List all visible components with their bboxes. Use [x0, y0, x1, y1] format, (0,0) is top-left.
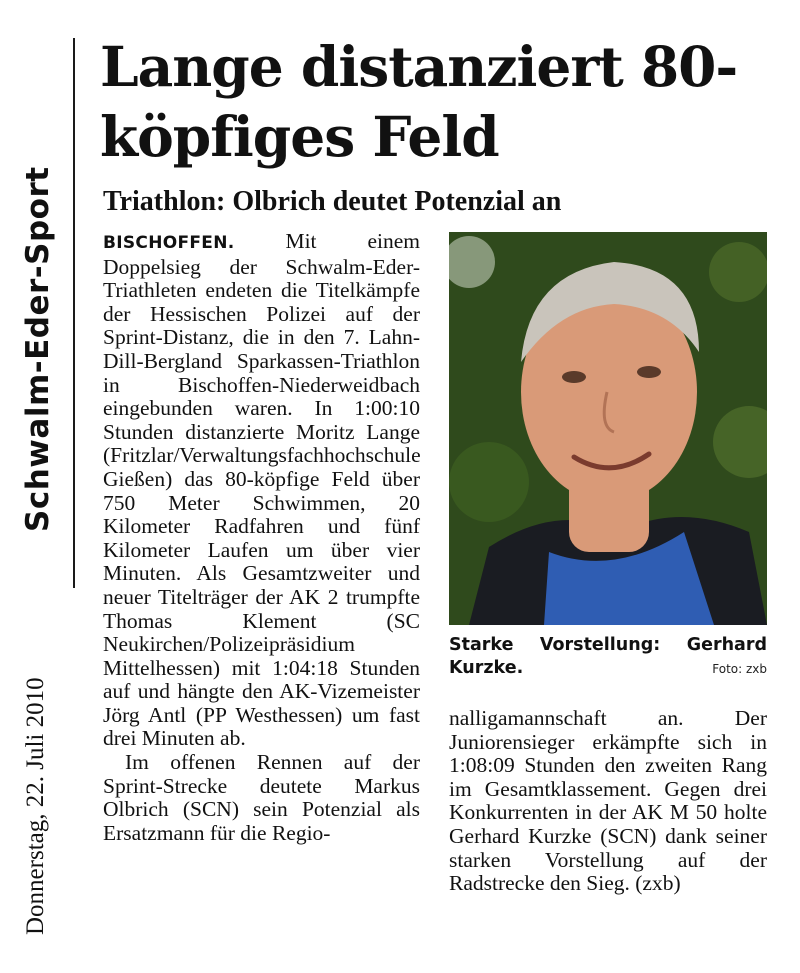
left-eye: [562, 371, 586, 383]
publication-date: Donnerstag, 22. Juli 2010: [22, 677, 49, 935]
athlete-photo-illustration: [449, 232, 767, 625]
section-name: Schwalm-Eder-Sport: [20, 166, 56, 532]
article-column-2: [449, 707, 767, 896]
leaf-cluster: [449, 442, 529, 522]
headline: Lange distanziert 80-köpfiges Feld: [100, 34, 738, 169]
right-eye: [637, 366, 661, 378]
article-paragraph-3: nalligamannschaft an. Der Juniorensieger erkämpfte sich in 1:08:09 Stunden den zweiten Rang im Gesamtklassement. Gegen drei Konkurrenten in der AK M 50 holte Gerhard Kurzke (SCN) dank seiner starken Vorstellung auf der Radstrecke den Sieg. (zxb): [449, 706, 767, 896]
column-divider: [73, 38, 75, 588]
photo-credit: Foto: zxb: [712, 662, 767, 676]
athlete-photo: [449, 232, 767, 625]
article-column-1: [103, 230, 420, 845]
dateline-lead: BISCHOFFEN.: [103, 233, 235, 253]
paragraph-1-text: Mit einem Doppelsieg der Schwalm-Eder-Triathleten endeten die Titelkämpfe der Hessischen Polizei auf der Sprint-Distanz, die in den 7. Lahn-Dill-Bergland Sparkassen-Triathlon in Bischoffen-Niederweidbach eingebunden waren. In 1:00:10 Stunden distanzierte Moritz Lange (Fritzlar/Verwaltungsfachhochschule Gießen) das 80-köpfige Feld über 750 Meter Schwimmen, 20 Kilometer Radfahren und fünf Kilometer Laufen um über vier Minuten. Als Gesamtzweiter und neuer Titelträger der AK 2 trumpfte Thomas Klement (SC Neukirchen/Polizeipräsidium Mittelhessen) mit 1:04:18 Stunden auf und hängte den AK-Vizemeister Jörg Antl (PP Westhessen) um fast drei Minuten ab.: [103, 229, 421, 751]
subheadline: Triathlon: Olbrich deutet Potenzial an: [103, 186, 562, 217]
photo-caption: Starke Vorstellung: Gerhard Kurzke.: [449, 635, 767, 678]
article-paragraph-1: [103, 230, 420, 751]
leaf-cluster: [709, 242, 767, 302]
sidebar: [0, 0, 78, 973]
article-paragraph-2: Im offenen Rennen auf der Sprint-Strecke deutete Markus Olbrich (SCN) sein Potenzial als Ersatzmann für die Regio-: [103, 750, 420, 845]
